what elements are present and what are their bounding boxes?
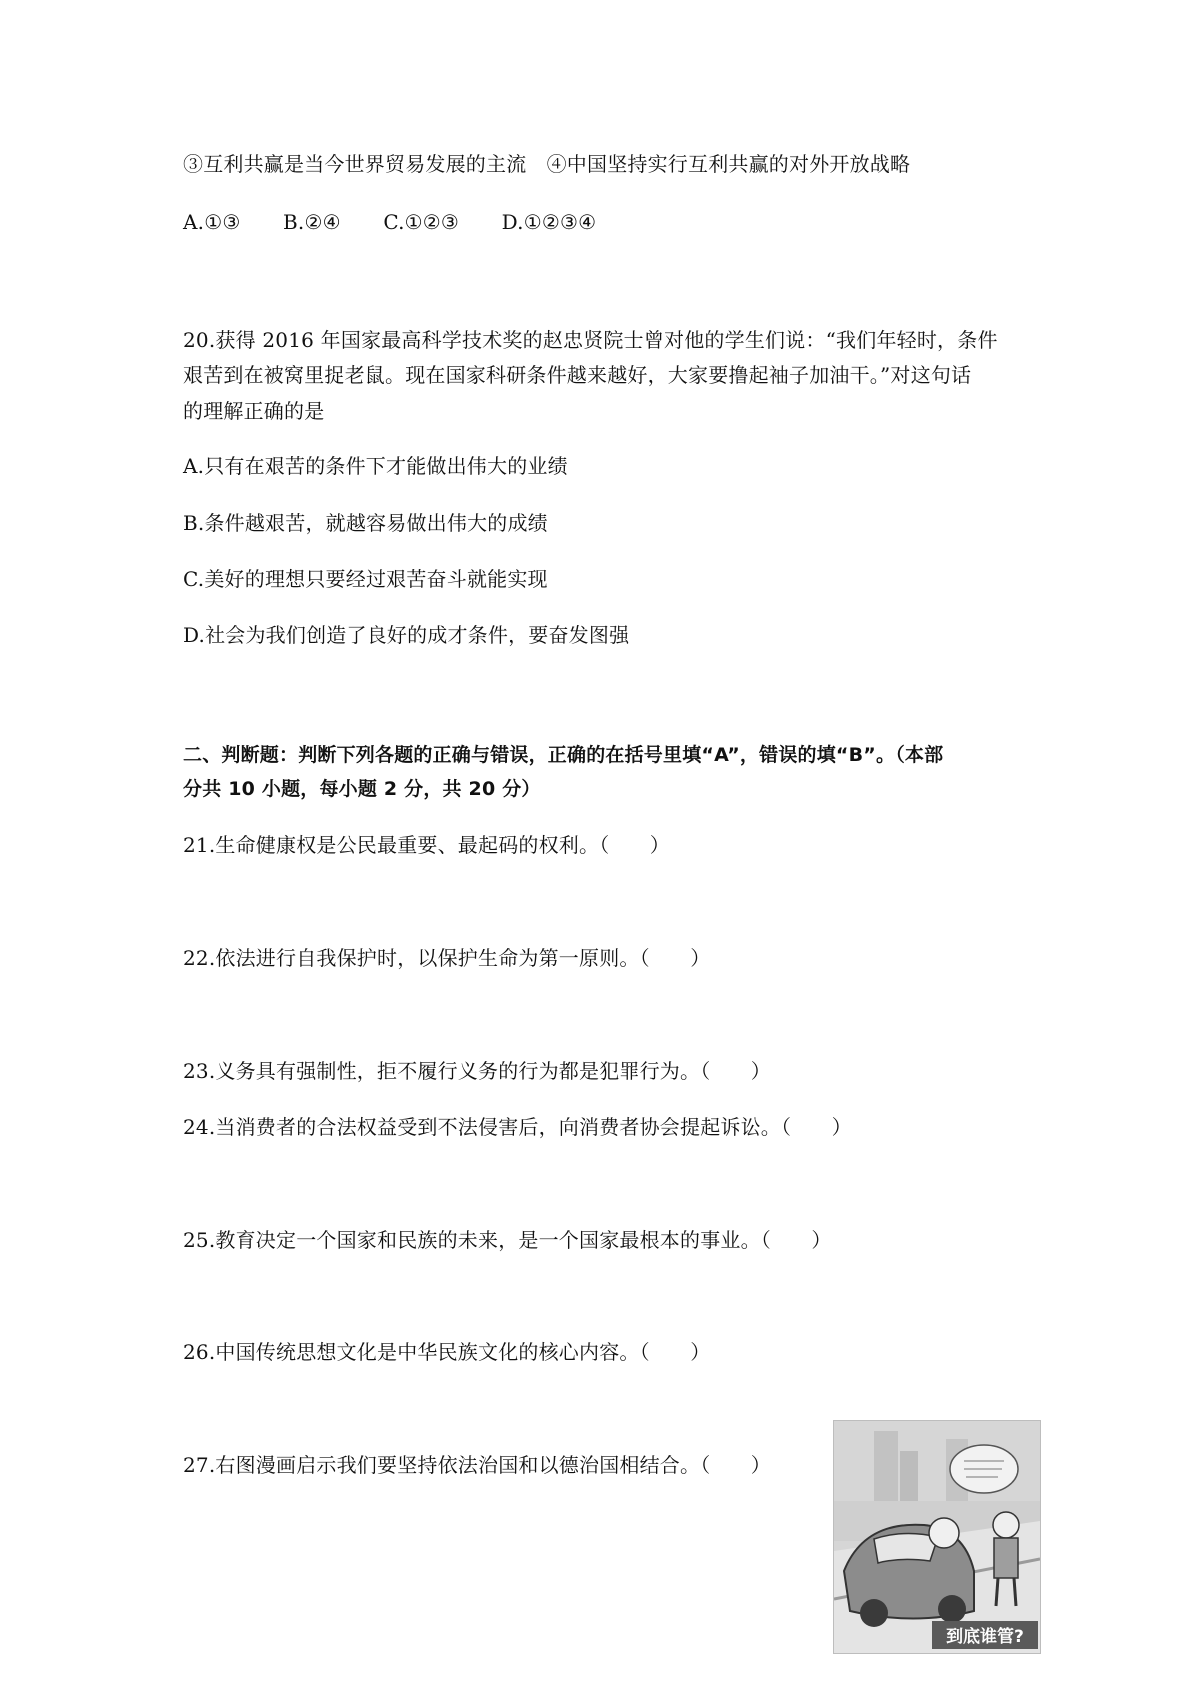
cartoon-illustration (834, 1421, 1040, 1653)
judgment-21: 21.生命健康权是公民最重要、最起码的权利。（ ） (183, 833, 671, 857)
q19-statements: ③互利共赢是当今世界贸易发展的主流 ④中国坚持实行互利共赢的对外开放战略 (183, 152, 911, 176)
q19-option-c: C.①②③ (383, 210, 460, 234)
q19-option-a: A.①③ (183, 210, 241, 234)
q20-stem-line-2: 艰苦到在被窝里捉老鼠。现在国家科研条件越来越好，大家要撸起袖子加油干。”对这句话 (183, 363, 972, 387)
judgment-26: 26.中国传统思想文化是中华民族文化的核心内容。（ ） (183, 1340, 711, 1364)
q20-option-b: B.条件越艰苦，就越容易做出伟大的成绩 (183, 511, 548, 535)
judgment-24: 24.当消费者的合法权益受到不法侵害后，向消费者协会提起诉讼。（ ） (183, 1115, 852, 1139)
q19-options (183, 208, 632, 236)
section-2-heading-line-2: 分共 10 小题，每小题 2 分，共 20 分） (183, 778, 541, 800)
q20-option-d: D.社会为我们创造了良好的成才条件，要奋发图强 (183, 623, 630, 647)
judgment-27: 27.右图漫画启示我们要坚持依法治国和以德治国相结合。（ ） (183, 1453, 772, 1477)
q20-option-c: C.美好的理想只要经过艰苦奋斗就能实现 (183, 567, 548, 591)
cartoon-caption: 到底谁管? (946, 1627, 1024, 1647)
cartoon-image (833, 1420, 1041, 1654)
judgment-23: 23.义务具有强制性，拒不履行义务的行为都是犯罪行为。（ ） (183, 1059, 772, 1083)
q19-option-d: D.①②③④ (501, 210, 597, 234)
q20-option-a: A.只有在艰苦的条件下才能做出伟大的业绩 (183, 454, 568, 478)
q20-stem-line-1: 20.获得 2016 年国家最高科学技术奖的赵忠贤院士曾对他的学生们说：“我们年轻时，条件 (183, 328, 998, 352)
q20-stem-line-3: 的理解正确的是 (183, 399, 325, 423)
q19-option-b: B.②④ (283, 210, 341, 234)
judgment-25: 25.教育决定一个国家和民族的未来，是一个国家最根本的事业。（ ） (183, 1228, 832, 1252)
section-2-heading-line-1: 二、判断题：判断下列各题的正确与错误，正确的在括号里填“A”，错误的填“B”。（本部 (183, 744, 944, 766)
judgment-22: 22.依法进行自我保护时，以保护生命为第一原则。（ ） (183, 946, 711, 970)
